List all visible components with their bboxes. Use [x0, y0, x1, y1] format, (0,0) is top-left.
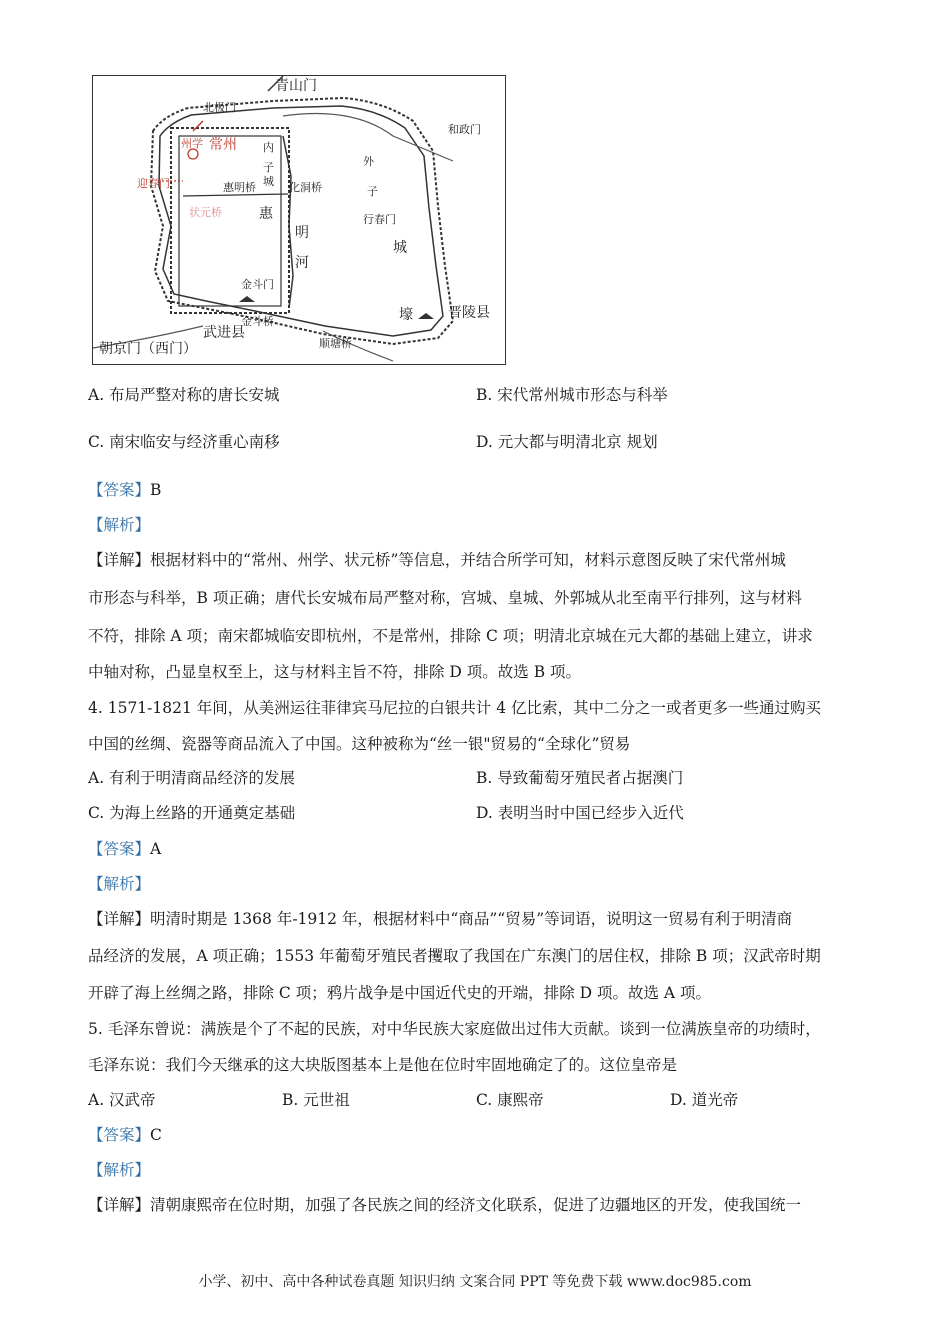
map-label-chengwai: 城	[393, 240, 407, 256]
analysis-tag: 【解析】	[88, 875, 151, 893]
q4-analysis-tag	[88, 874, 150, 894]
q4-detail-line-3: 开辟了海上丝绸之路，排除 C 项；鸦片战争是中国近代史的开端，排除 D 项。故选 A 项。	[88, 984, 712, 1002]
answer-value: B	[150, 481, 162, 499]
detail-text: 根据材料中的“常州、州学、状元桥”等信息，并结合所学可知，材料示意图反映了宋代常州城	[150, 551, 786, 569]
q3-detail-line-2: 市形态与科举，B 项正确；唐代长安城布局严整对称，宫城、皇城、外郭城从北至南平行排列，这与材料	[88, 589, 802, 607]
detail-text: 清朝康熙帝在位时期，加强了各民族之间的经济文化联系，促进了边疆地区的开发，使我国统一	[150, 1196, 802, 1214]
map-label-heyimen: 和政门	[448, 123, 481, 136]
map-label-huiminqiao: 惠明桥	[223, 181, 256, 194]
answer-value: C	[150, 1126, 162, 1144]
page-footer: 小学、初中、高中各种试卷真题 知识归纳 文案合同 PPT 等免费下载 www.doc985.com	[198, 1274, 752, 1290]
q5-option-c: C. 康熙帝	[476, 1091, 544, 1109]
q4-stem-line-1: 4. 1571-1821 年间，从美洲运往菲律宾马尼拉的白银共计 4 亿比索，其中二分之一或者更多一些通过购买	[88, 699, 821, 717]
q5-answer	[88, 1125, 162, 1145]
map-label-jingchamen: 行春门	[363, 213, 396, 226]
answer-tag: 【答案】	[88, 1126, 151, 1144]
q5-option-d: D. 道光帝	[670, 1091, 739, 1109]
q4-option-b: B. 导致葡萄牙殖民者占据澳门	[476, 769, 684, 787]
changzhou-city-map	[92, 75, 506, 365]
q3-option-b: B. 宋代常州城市形态与科举	[476, 386, 668, 404]
q4-option-a: A. 有利于明清商品经济的发展	[88, 769, 296, 787]
detail-tag: 【详解】	[88, 551, 151, 569]
q3-option-c: C. 南宋临安与经济重心南移	[88, 433, 280, 451]
map-label-wai: 外	[363, 155, 374, 168]
answer-tag: 【答案】	[88, 481, 151, 499]
q5-stem-line-1: 5. 毛泽东曾说：满族是个了不起的民族，对中华民族大家庭做出过伟大贡献。谈到一位满族皇帝的功绩时，	[88, 1020, 821, 1038]
q5-option-b: B. 元世祖	[282, 1091, 350, 1109]
map-label-shuntangqiao: 顺塘桥	[319, 337, 352, 350]
q4-option-d: D. 表明当时中国已经步入近代	[476, 804, 684, 822]
map-label-nei: 内	[263, 141, 274, 154]
map-label-qingshanmen: 青山门	[275, 78, 317, 94]
q4-detail-line-2: 品经济的发展，A 项正确；1553 年葡萄牙殖民者攫取了我国在广东澳门的居住权，排除 B 项；汉武帝时期	[88, 947, 821, 965]
q5-stem-line-2: 毛泽东说：我们今天继承的这大块版图基本上是他在位时牢固地确定了的。这位皇帝是	[88, 1056, 678, 1074]
q3-analysis-tag	[88, 515, 150, 535]
detail-tag: 【详解】	[88, 1196, 151, 1214]
q3-detail-line-4: 中轴对称，凸显皇权至上，这与材料主旨不符，排除 D 项。故选 B 项。	[88, 663, 582, 681]
map-label-ming: 明	[295, 225, 309, 241]
map-label-huadaoqiao: 化洞桥	[289, 181, 322, 194]
q3-detail-line-3: 不符，排除 A 项；南宋都城临安即杭州，不是常州，排除 C 项；明清北京城在元大都的基础上建立，讲求	[88, 627, 813, 645]
map-label-hui: 惠	[259, 206, 273, 222]
map-label-jinlingxian: 晋陵县	[448, 305, 490, 321]
map-label-zi: 子	[263, 161, 274, 174]
answer-tag: 【答案】	[88, 840, 151, 858]
q3-answer	[88, 480, 161, 500]
q5-option-a: A. 汉武帝	[88, 1091, 156, 1109]
q3-option-a: A. 布局严整对称的唐长安城	[88, 386, 280, 404]
q4-option-c: C. 为海上丝路的开通奠定基础	[88, 804, 296, 822]
q5-detail-line-1	[88, 1195, 801, 1215]
q3-detail-line-1	[88, 550, 786, 570]
answer-value: A	[150, 840, 162, 858]
analysis-tag: 【解析】	[88, 516, 151, 534]
q4-detail-line-1	[88, 909, 792, 929]
map-label-hao: 壕	[399, 307, 413, 323]
q4-answer	[88, 839, 161, 859]
q4-stem-line-2: 中国的丝绸、瓷器等商品流入了中国。这种被称为“丝一银"贸易的“全球化”贸易	[88, 735, 631, 753]
map-label-zhouxue: 州学	[181, 137, 203, 150]
map-label-jindoumen: 金斗门	[241, 278, 274, 291]
detail-text: 明清时期是 1368 年-1912 年，根据材料中“商品”“贸易”等词语，说明这一贸易有利于明清商	[150, 910, 793, 928]
map-label-changzhou: 常州	[209, 137, 237, 153]
map-label-cheng: 城	[263, 175, 274, 188]
map-label-jindouqiao: 金斗桥	[241, 315, 274, 328]
map-drawing	[93, 76, 505, 364]
map-label-zhuangyuanqiao: 状元桥	[189, 206, 222, 219]
map-label-beijimen: 北极门	[203, 101, 236, 114]
map-label-zi2: 子	[367, 185, 378, 198]
map-label-yingchunmen: 迎春门	[137, 177, 170, 190]
q3-option-d: D. 元大都与明清北京 规划	[476, 433, 658, 451]
q5-analysis-tag	[88, 1160, 150, 1180]
detail-tag: 【详解】	[88, 910, 151, 928]
map-label-he: 河	[295, 255, 309, 271]
analysis-tag: 【解析】	[88, 1161, 151, 1179]
map-label-chaojingmen: 朝京门（西门）	[99, 341, 197, 357]
map-label-wujinxian: 武进县	[203, 325, 245, 341]
